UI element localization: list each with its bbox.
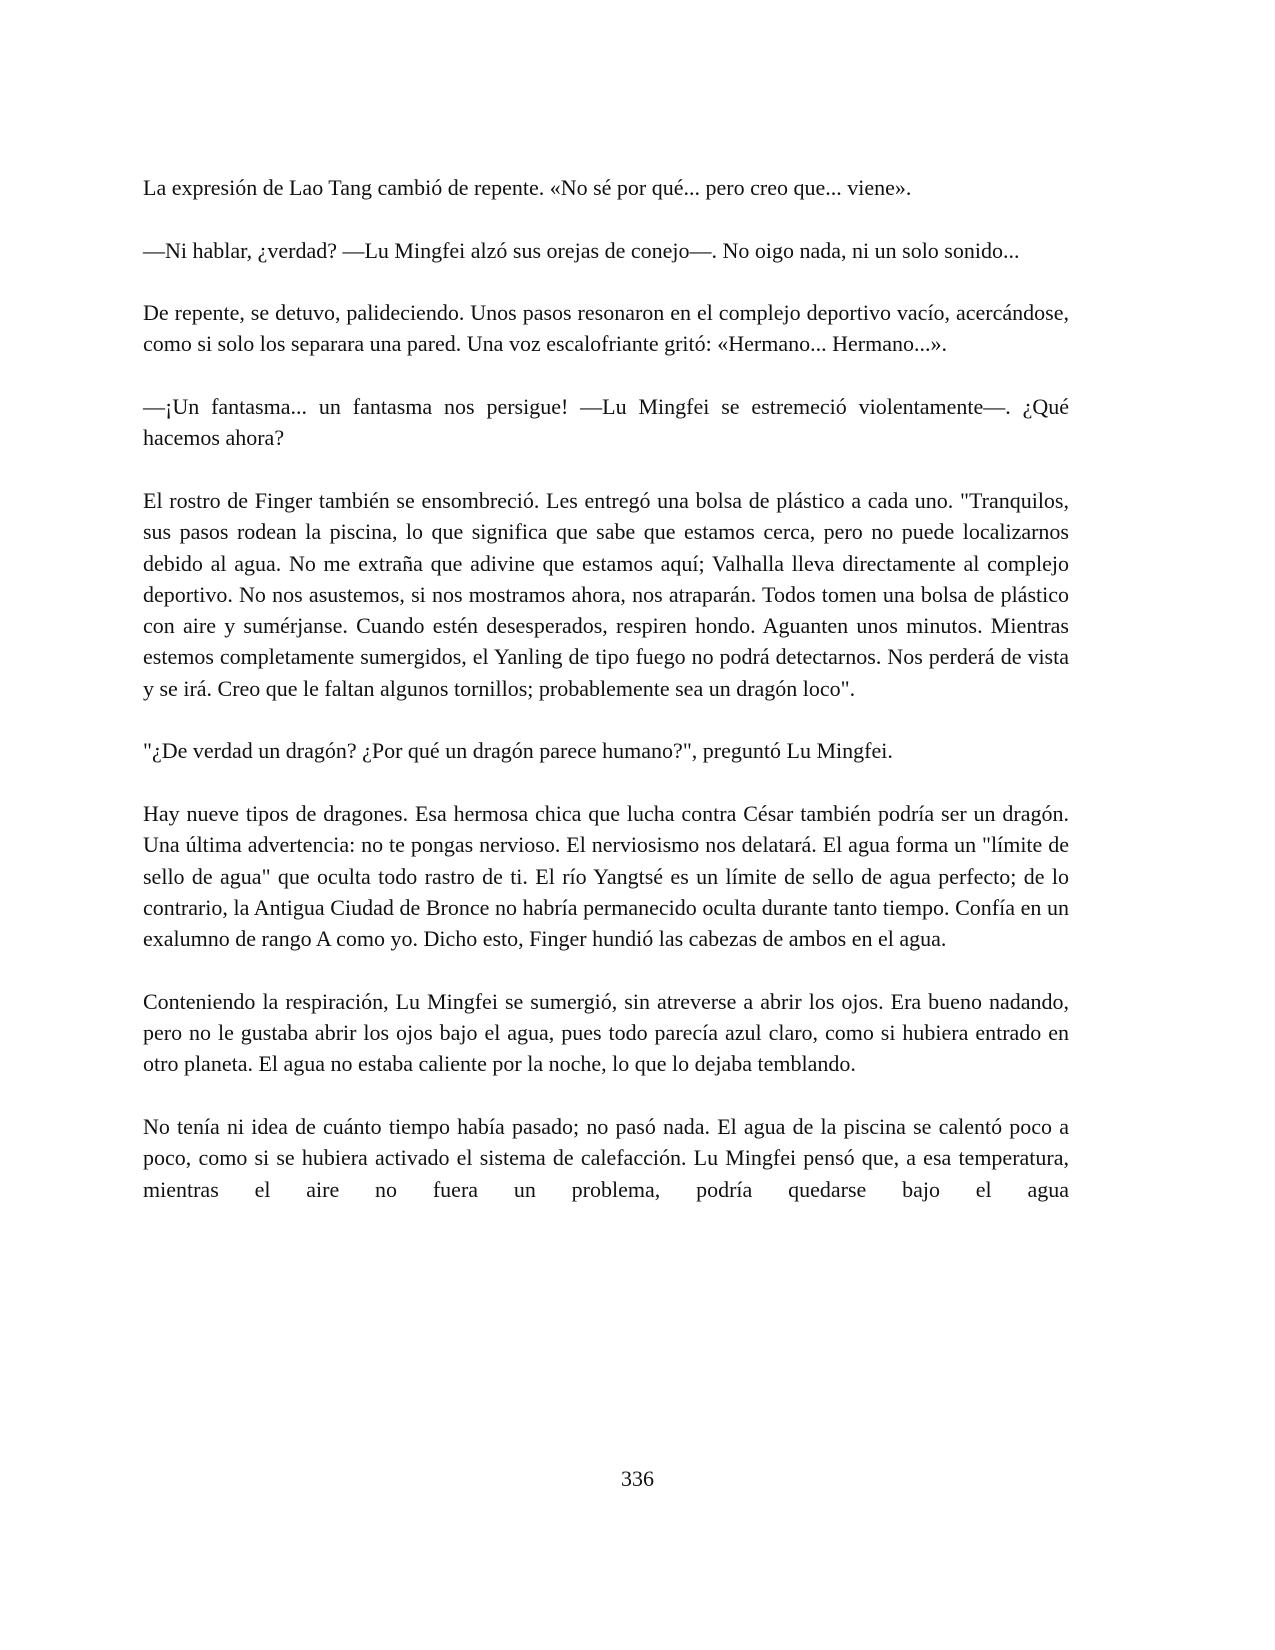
paragraph: "¿De verdad un dragón? ¿Por qué un dragón parece humano?", preguntó Lu Mingfei. bbox=[143, 738, 893, 764]
paragraph: —Ni hablar, ¿verdad? —Lu Mingfei alzó sus orejas de conejo—. No oigo nada, ni un solo sonido... bbox=[143, 237, 1020, 263]
paragraph: Conteniendo la respiración, Lu Mingfei se sumergió, sin atreverse a abrir los ojos. Era bueno nadando, pero no le gustaba abrir los ojos bajo el agua, pues todo parecía azul claro, como si hubiera entrado en otro planeta. El agua no estaba caliente por la noche, lo que lo dejaba temblando. bbox=[143, 988, 1069, 1077]
paragraph: De repente, se detuvo, palideciendo. Unos pasos resonaron en el complejo deportivo vacío, acercándose, como si solo los separara una pared. Una voz escalofriante gritó: «Hermano... Hermano...». bbox=[143, 300, 1069, 357]
paragraph: Hay nueve tipos de dragones. Esa hermosa chica que lucha contra César también podría ser un dragón. Una última advertencia: no te pongas nervioso. El nerviosismo nos delatará. El agua forma un "límite de sello de agua" que oculta todo rastro de ti. El río Yangtsé es un límite de sello de agua perfecto; de lo contrario, la Antigua Ciudad de Bronce no habría permanecido oculta durante tanto tiempo. Confía en un exalumno de rango A como yo. Dicho esto, Finger hundió las cabezas de ambos en el agua. bbox=[143, 800, 1069, 952]
paragraph-continued: No tenía ni idea de cuánto tiempo había pasado; no pasó nada. El agua de la piscina se calentó poco a poco, como si se hubiera activado el sistema de calefacción. Lu Mingfei pensó que, a esa temperatura, mientras el aire no fuera un problema, podría quedarse bajo el agua bbox=[143, 1113, 1069, 1202]
page-body bbox=[143, 172, 1069, 1236]
paragraph: —¡Un fantasma... un fantasma nos persigue! —Lu Mingfei se estremeció violentamente—. ¿Qué hacemos ahora? bbox=[143, 394, 1069, 451]
paragraph: La expresión de Lao Tang cambió de repente. «No sé por qué... pero creo que... viene». bbox=[143, 175, 912, 200]
paragraph: El rostro de Finger también se ensombreció. Les entregó una bolsa de plástico a cada uno. "Tranquilos, sus pasos rodean la piscina, lo que significa que sabe que estamos cerca, pero no puede localizarnos debido al agua. No me extraña que adivine que estamos aquí; Valhalla lleva directamente al complejo deportivo. No nos asustemos, si nos mostramos ahora, nos atraparán. Todos tomen una bolsa de plástico con aire y sumérjanse. Cuando estén desesperados, respiren hondo. Aguanten unos minutos. Mientras estemos completamente sumergidos, el Yanling de tipo fuego no podrá detectarnos. Nos perderá de vista y se irá. Creo que le faltan algunos tornillos; probablemente sea un dragón loco". bbox=[143, 487, 1069, 701]
page-number: 336 bbox=[621, 1466, 654, 1491]
